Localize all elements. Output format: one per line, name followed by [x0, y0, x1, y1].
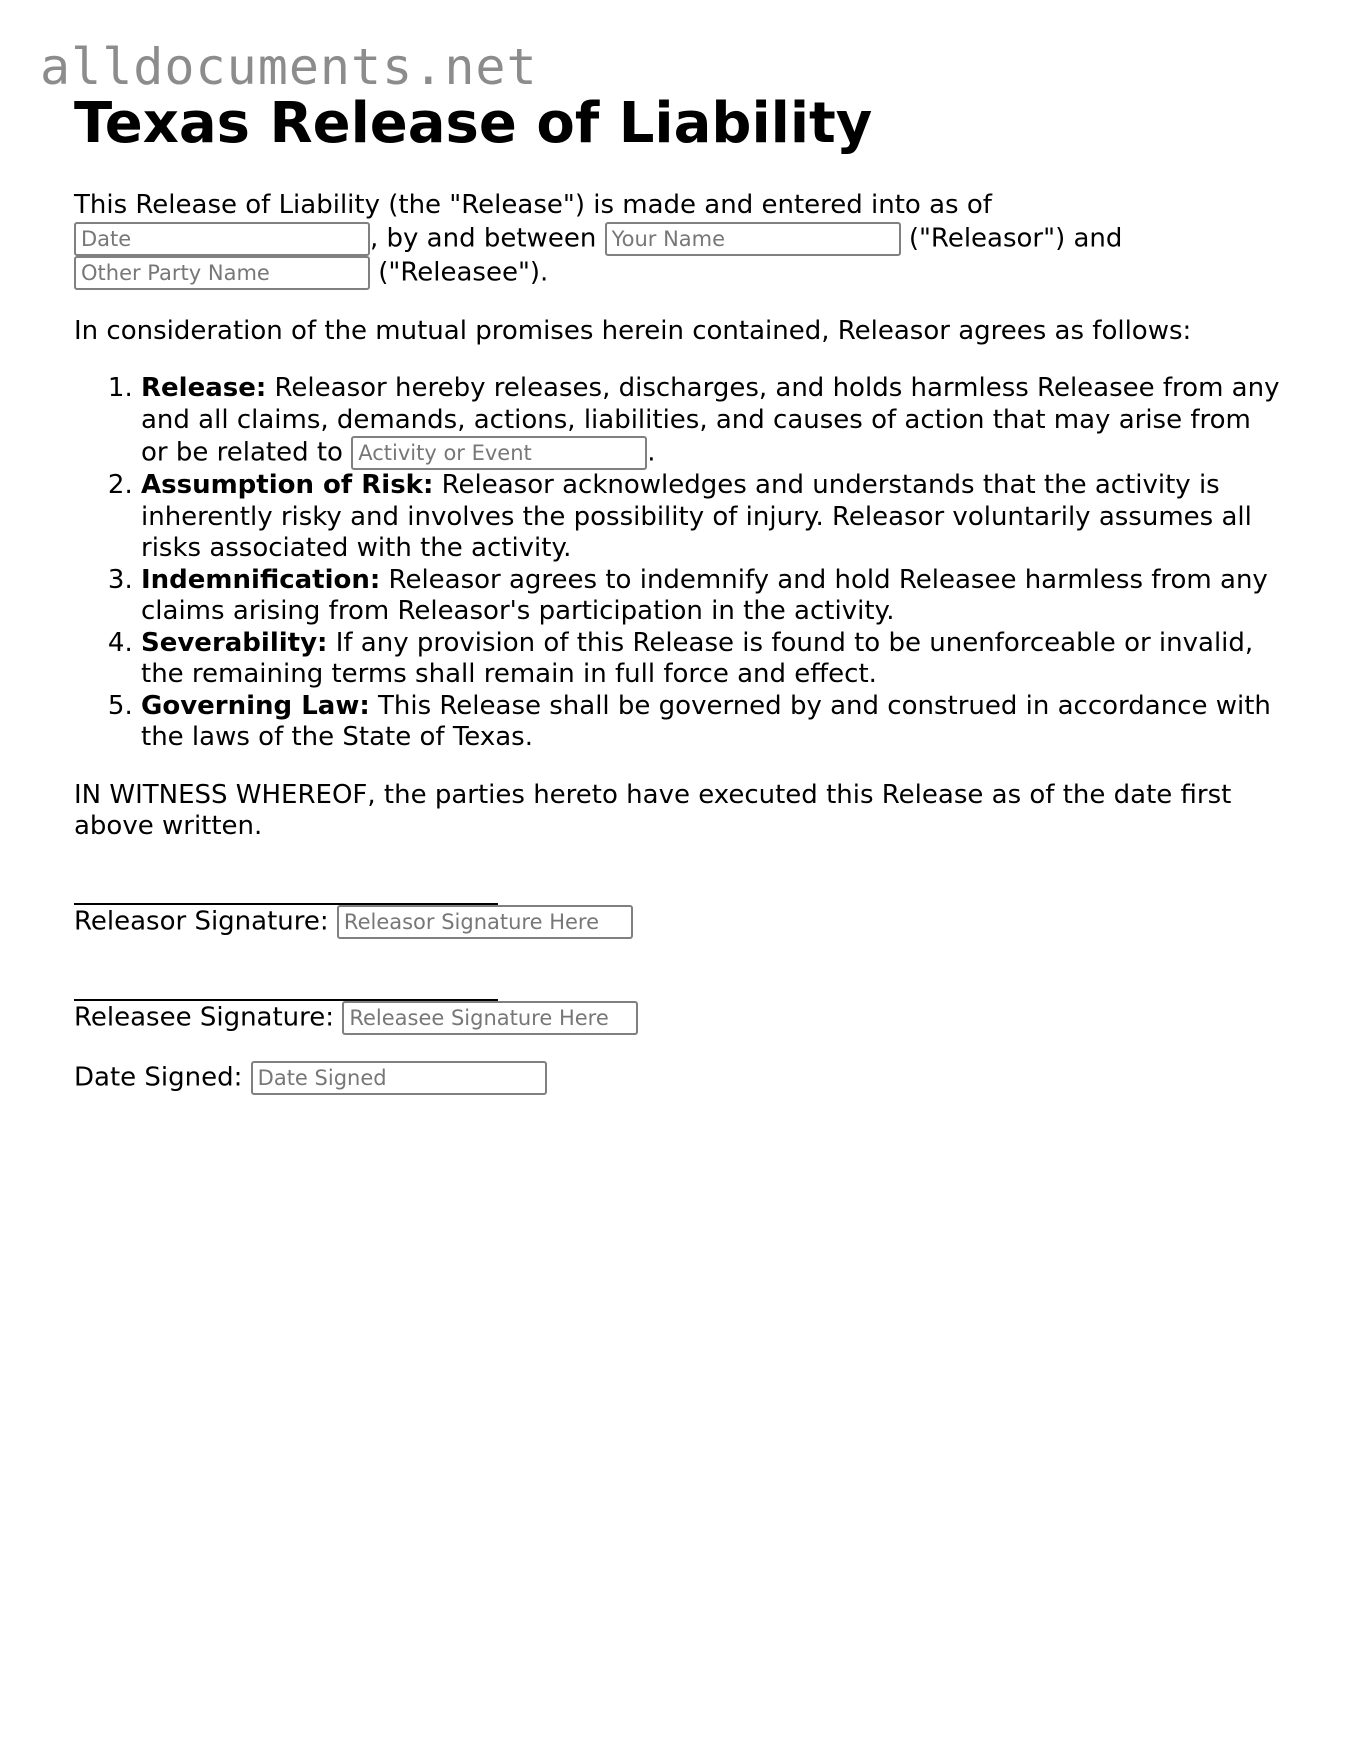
clause-heading: Assumption of Risk: — [141, 470, 434, 501]
clause-text: Releasor acknowledges and understands that the activity is inherently risky and involves the possibility of injury. Releasor voluntarily assumes all risks associated with the activity. — [141, 470, 1252, 564]
intro-text-1: This Release of Liability (the "Release") is made and entered into as of — [74, 190, 992, 221]
clause-heading: Governing Law: — [141, 690, 370, 721]
releasor-signature-field[interactable]: Releasor Signature Here — [337, 905, 633, 939]
clause-heading: Release: — [141, 373, 267, 404]
date-signed-field[interactable]: Date Signed — [251, 1061, 547, 1095]
clause-text: This Release shall be governed by and construed in accordance with the laws of the State of Texas. — [141, 690, 1271, 753]
spacer — [74, 1035, 1284, 1061]
releasee-signature-field[interactable]: Releasee Signature Here — [342, 1001, 638, 1035]
date-signed-row — [74, 1061, 1284, 1095]
clause-list — [74, 373, 1284, 754]
intro-paragraph — [74, 190, 1284, 290]
releasor-signature-row — [74, 905, 1284, 939]
releasee-signature-row — [74, 1001, 1284, 1035]
watermark: alldocuments.net — [40, 38, 538, 96]
intro-text-3: ("Releasor") and — [908, 223, 1123, 254]
releasee-signature-label: Releasee Signature: — [74, 1002, 335, 1033]
intro-text-4: ("Releasee"). — [378, 257, 549, 288]
consideration-paragraph: In consideration of the mutual promises herein contained, Releasor agrees as follows: — [74, 315, 1192, 346]
clause-release — [141, 373, 1284, 470]
releasee-signature-line — [74, 969, 498, 1001]
date-signed-label: Date Signed: — [74, 1062, 243, 1093]
clause-heading: Indemnification: — [141, 564, 381, 595]
other-party-name-field[interactable]: Other Party Name — [74, 256, 370, 290]
page-title: Texas Release of Liability — [74, 91, 873, 156]
clause-assumption-of-risk — [141, 470, 1284, 565]
clause-text: Releasor agrees to indemnify and hold Releasee harmless from any claims arising from Releasor's participation in the activity. — [141, 564, 1268, 627]
releasor-signature-line — [74, 873, 498, 905]
document-body — [74, 92, 1284, 1095]
date-field[interactable]: Date — [74, 222, 370, 256]
clause-heading: Severability: — [141, 627, 328, 658]
releasor-signature-label: Releasor Signature: — [74, 906, 329, 937]
clause-text: If any provision of this Release is found to be unenforceable or invalid, the remaining terms shall remain in full force and effect. — [141, 627, 1254, 690]
clause-governing-law — [141, 691, 1284, 754]
clause-indemnification — [141, 565, 1284, 628]
activity-field[interactable]: Activity or Event — [351, 436, 647, 470]
clause-text-after: . — [647, 437, 656, 468]
clause-severability — [141, 628, 1284, 691]
clause-text: Releasor hereby releases, discharges, and holds harmless Releasee from any and all claims, demands, actions, liabilities, and causes of action that may arise from or be related to — [141, 373, 1280, 468]
your-name-field[interactable]: Your Name — [605, 222, 901, 256]
witness-paragraph: IN WITNESS WHEREOF, the parties hereto have executed this Release as of the date first above written. — [74, 779, 1232, 842]
intro-text-2: , by and between — [370, 223, 597, 254]
